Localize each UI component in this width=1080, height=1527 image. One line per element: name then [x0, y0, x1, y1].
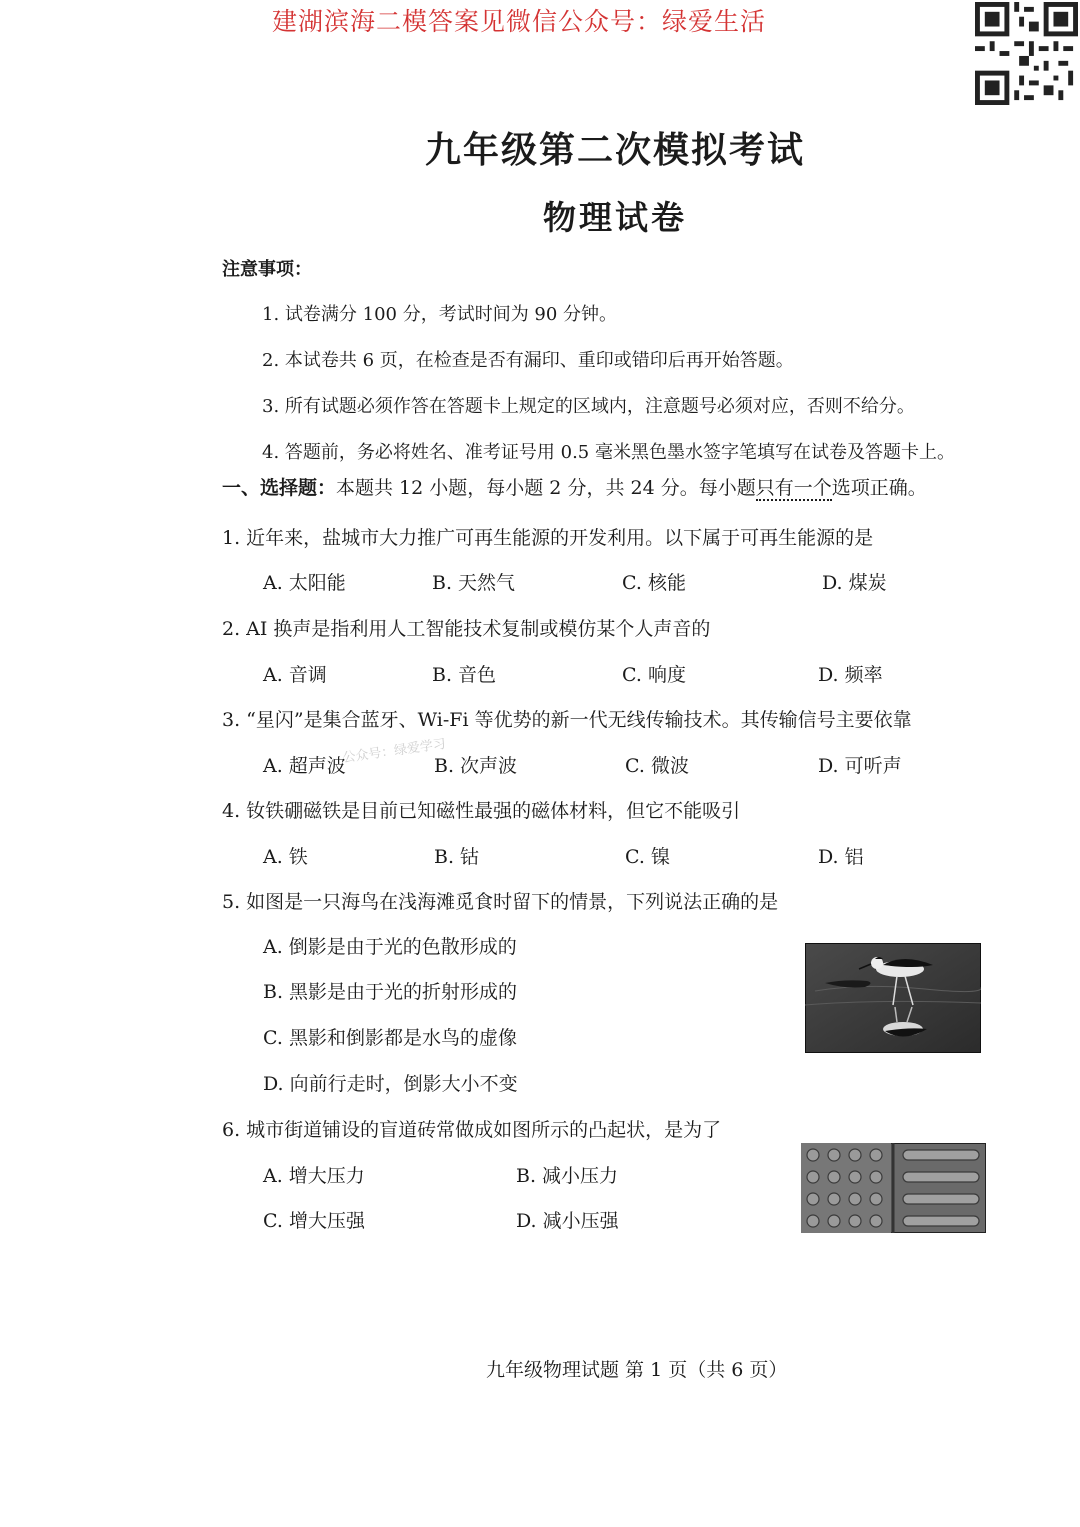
option-b: B. 天然气 [432, 572, 516, 594]
option-d: D. 煤炭 [822, 572, 887, 594]
option-b: B. 减小压力 [516, 1165, 619, 1187]
exam-title: 九年级第二次模拟考试 [424, 129, 805, 171]
option-d: D. 铝 [818, 846, 864, 868]
option-c: C. 核能 [622, 572, 686, 594]
option-b: B. 黑影是由于光的折射形成的 [263, 981, 518, 1003]
option-c: C. 微波 [625, 755, 689, 777]
exam-subtitle: 物理试卷 [543, 198, 687, 237]
page-footer: 九年级物理试题 第 1 页（共 6 页） [486, 1359, 788, 1381]
option-a: A. 超声波 [263, 755, 346, 777]
option-a: A. 增大压力 [263, 1165, 365, 1187]
notice-item: 1. 试卷满分 100 分，考试时间为 90 分钟。 [262, 304, 618, 325]
notice-item: 4. 答题前，务必将姓名、准考证号用 0.5 毫米黑色墨水签字笔填写在试卷及答题卡上。 [262, 442, 955, 463]
option-d: D. 向前行走时，倒影大小不变 [263, 1073, 518, 1095]
notice-item: 3. 所有试题必须作答在答题卡上规定的区域内，注意题号必须对应，否则不给分。 [262, 396, 915, 417]
seabird-photo [805, 943, 981, 1053]
option-c: C. 黑影和倒影都是水鸟的虚像 [263, 1027, 517, 1049]
option-b: B. 音色 [432, 664, 497, 686]
section-text: 本题共 12 小题，每小题 2 分，共 24 分。每小题 [336, 477, 756, 499]
section-text-end: 选项正确。 [831, 477, 927, 499]
header-watermark: 建湖滨海二模答案见微信公众号：绿爱生活 [272, 7, 767, 36]
option-a: A. 铁 [263, 846, 308, 868]
option-b: B. 次声波 [434, 755, 518, 777]
section-emphasis: 只有一个 [755, 477, 832, 499]
question-stem: 5. 如图是一只海鸟在浅海滩觅食时留下的情景，下列说法正确的是 [222, 891, 779, 913]
notice-heading: 注意事项： [222, 259, 312, 280]
tactile-paving-photo [801, 1143, 986, 1233]
option-d: D. 减小压强 [516, 1210, 619, 1232]
question-stem: 6. 城市街道铺设的盲道砖常做成如图所示的凸起状，是为了 [222, 1119, 722, 1141]
section-label: 一、选择题： [222, 477, 337, 499]
notice-item: 2. 本试卷共 6 页，在检查是否有漏印、重印或错印后再开始答题。 [262, 350, 794, 371]
option-c: C. 响度 [622, 664, 686, 686]
question-stem: 3. “星闪”是集合蓝牙、Wi-Fi 等优势的新一代无线传输技术。其传输信号主要依靠 [222, 709, 912, 731]
option-c: C. 镍 [625, 846, 670, 868]
option-d: D. 频率 [818, 664, 883, 686]
option-a: A. 音调 [263, 664, 327, 686]
question-stem: 2. AI 换声是指利用人工智能技术复制或模仿某个人声音的 [222, 618, 711, 640]
option-a: A. 太阳能 [263, 572, 346, 594]
option-d: D. 可听声 [818, 755, 902, 777]
qr-code [975, 2, 1078, 105]
faint-watermark: 公众号：绿爱学习 [341, 736, 447, 767]
question-stem: 4. 钕铁硼磁铁是目前已知磁性最强的磁体材料，但它不能吸引 [222, 800, 741, 822]
option-a: A. 倒影是由于光的色散形成的 [263, 936, 517, 958]
option-c: C. 增大压强 [263, 1210, 365, 1232]
section-heading [222, 473, 927, 500]
question-stem: 1. 近年来，盐城市大力推广可再生能源的开发利用。以下属于可再生能源的是 [222, 527, 874, 549]
option-b: B. 钴 [434, 846, 480, 868]
